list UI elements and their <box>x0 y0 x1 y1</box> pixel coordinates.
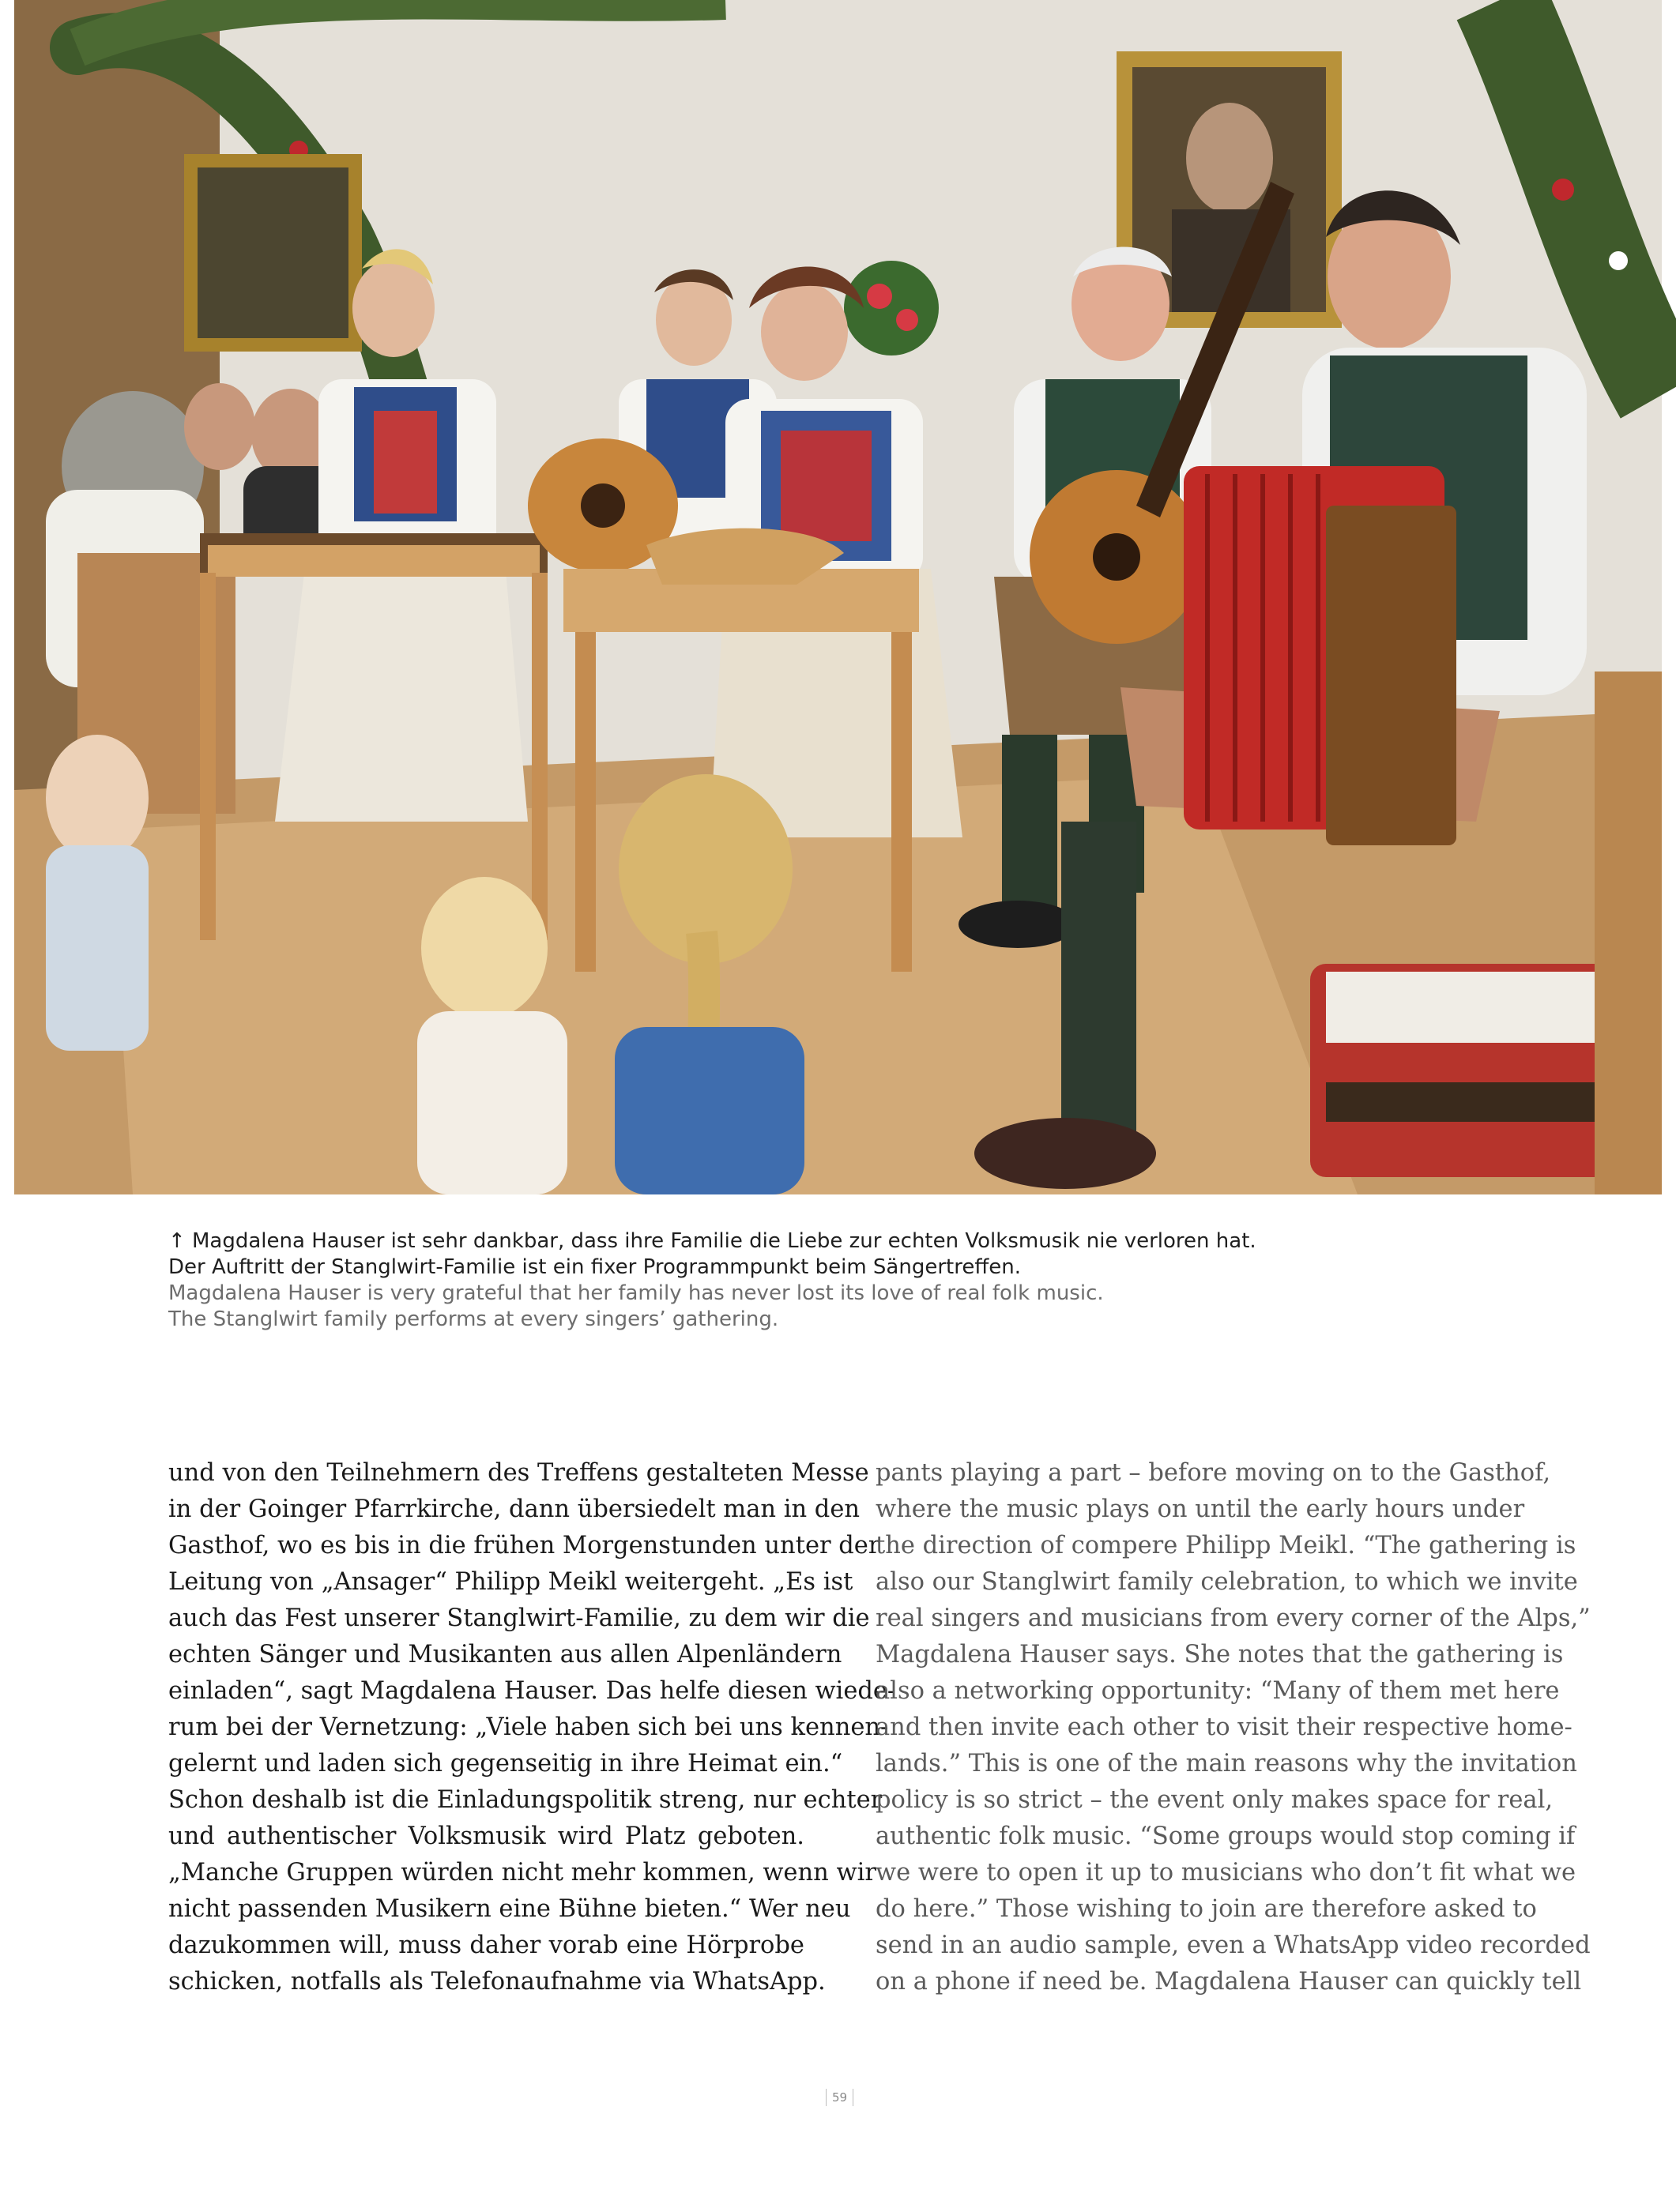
german-line: schicken, notfalls als Telefonaufnahme via WhatsApp. <box>168 1968 826 1996</box>
english-line: also a networking opportunity: “Many of them met here <box>876 1677 1560 1705</box>
german-line: auch das Fest unserer Stanglwirt-Familie, zu dem wir die <box>168 1604 870 1632</box>
german-line: und authentischer Volksmusik wird Platz geboten. <box>168 1823 804 1850</box>
hero-photo <box>14 0 1662 1194</box>
german-text-column <box>168 1455 896 2000</box>
english-line: also our Stanglwirt family celebration, to which we invite <box>876 1568 1578 1596</box>
english-line: the direction of compere Philipp Meikl. “The gathering is <box>876 1532 1576 1559</box>
caption-en-line-2: The Stanglwirt family performs at every singers’ gathering. <box>168 1307 779 1331</box>
caption-de-line-2: Der Auftritt der Stanglwirt-Familie ist ein fixer Programmpunkt beim Sängertreffen. <box>168 1255 1021 1279</box>
german-line: einladen“, sagt Magdalena Hauser. Das helfe diesen wiede- <box>168 1677 896 1705</box>
german-line: echten Sänger und Musikanten aus allen Alpenländern <box>168 1641 842 1668</box>
german-line: und von den Teilnehmern des Treffens gestalteten Messe <box>168 1459 869 1487</box>
german-line: Leitung von „Ansager“ Philipp Meikl weitergeht. „Es ist <box>168 1568 853 1596</box>
caption-en-line-1: Magdalena Hauser is very grateful that her family has never lost its love of real folk music. <box>168 1281 1104 1305</box>
german-line: rum bei der Vernetzung: „Viele haben sich bei uns kennen- <box>168 1714 889 1741</box>
english-line: authentic folk music. “Some groups would stop coming if <box>876 1823 1576 1850</box>
page-number: 59 <box>826 2089 853 2106</box>
german-line: „Manche Gruppen würden nicht mehr kommen, wenn wir <box>168 1859 876 1887</box>
english-line: lands.” This is one of the main reasons why the invitation <box>876 1750 1577 1778</box>
english-line: Magdalena Hauser says. She notes that the gathering is <box>876 1641 1564 1668</box>
caption-de-line-1: ↑ Magdalena Hauser ist sehr dankbar, dass ihre Familie die Liebe zur echten Volksmusik nie verloren hat. <box>168 1229 1256 1253</box>
english-line: and then invite each other to visit their respective home- <box>876 1714 1572 1741</box>
english-line: pants playing a part – before moving on to the Gasthof, <box>876 1459 1551 1487</box>
german-line: nicht passenden Musikern eine Bühne bieten.“ Wer neu <box>168 1895 851 1923</box>
english-line: where the music plays on until the early hours under <box>876 1495 1525 1523</box>
german-line: in der Goinger Pfarrkirche, dann übersiedelt man in den <box>168 1495 861 1523</box>
english-text-column <box>876 1455 1591 2000</box>
folk-musicians-photo <box>14 0 1662 1194</box>
english-line: do here.” Those wishing to join are therefore asked to <box>876 1895 1537 1923</box>
english-line: we were to open it up to musicians who don’t fit what we <box>876 1859 1576 1887</box>
arrow-up-icon: ↑ <box>168 1229 186 1253</box>
german-line: dazukommen will, muss daher vorab eine Hörprobe <box>168 1932 804 1959</box>
english-line: real singers and musicians from every corner of the Alps,” <box>876 1604 1591 1632</box>
german-line: gelernt und laden sich gegenseitig in ihre Heimat ein.“ <box>168 1750 843 1778</box>
english-line: policy is so strict – the event only makes space for real, <box>876 1786 1554 1814</box>
german-line: Gasthof, wo es bis in die frühen Morgenstunden unter der <box>168 1532 880 1559</box>
german-line: Schon deshalb ist die Einladungspolitik streng, nur echter <box>168 1786 883 1814</box>
english-line: on a phone if need be. Magdalena Hauser can quickly tell <box>876 1968 1582 1996</box>
photo-caption <box>168 1228 1527 1333</box>
english-line: send in an audio sample, even a WhatsApp video recorded <box>876 1932 1591 1959</box>
